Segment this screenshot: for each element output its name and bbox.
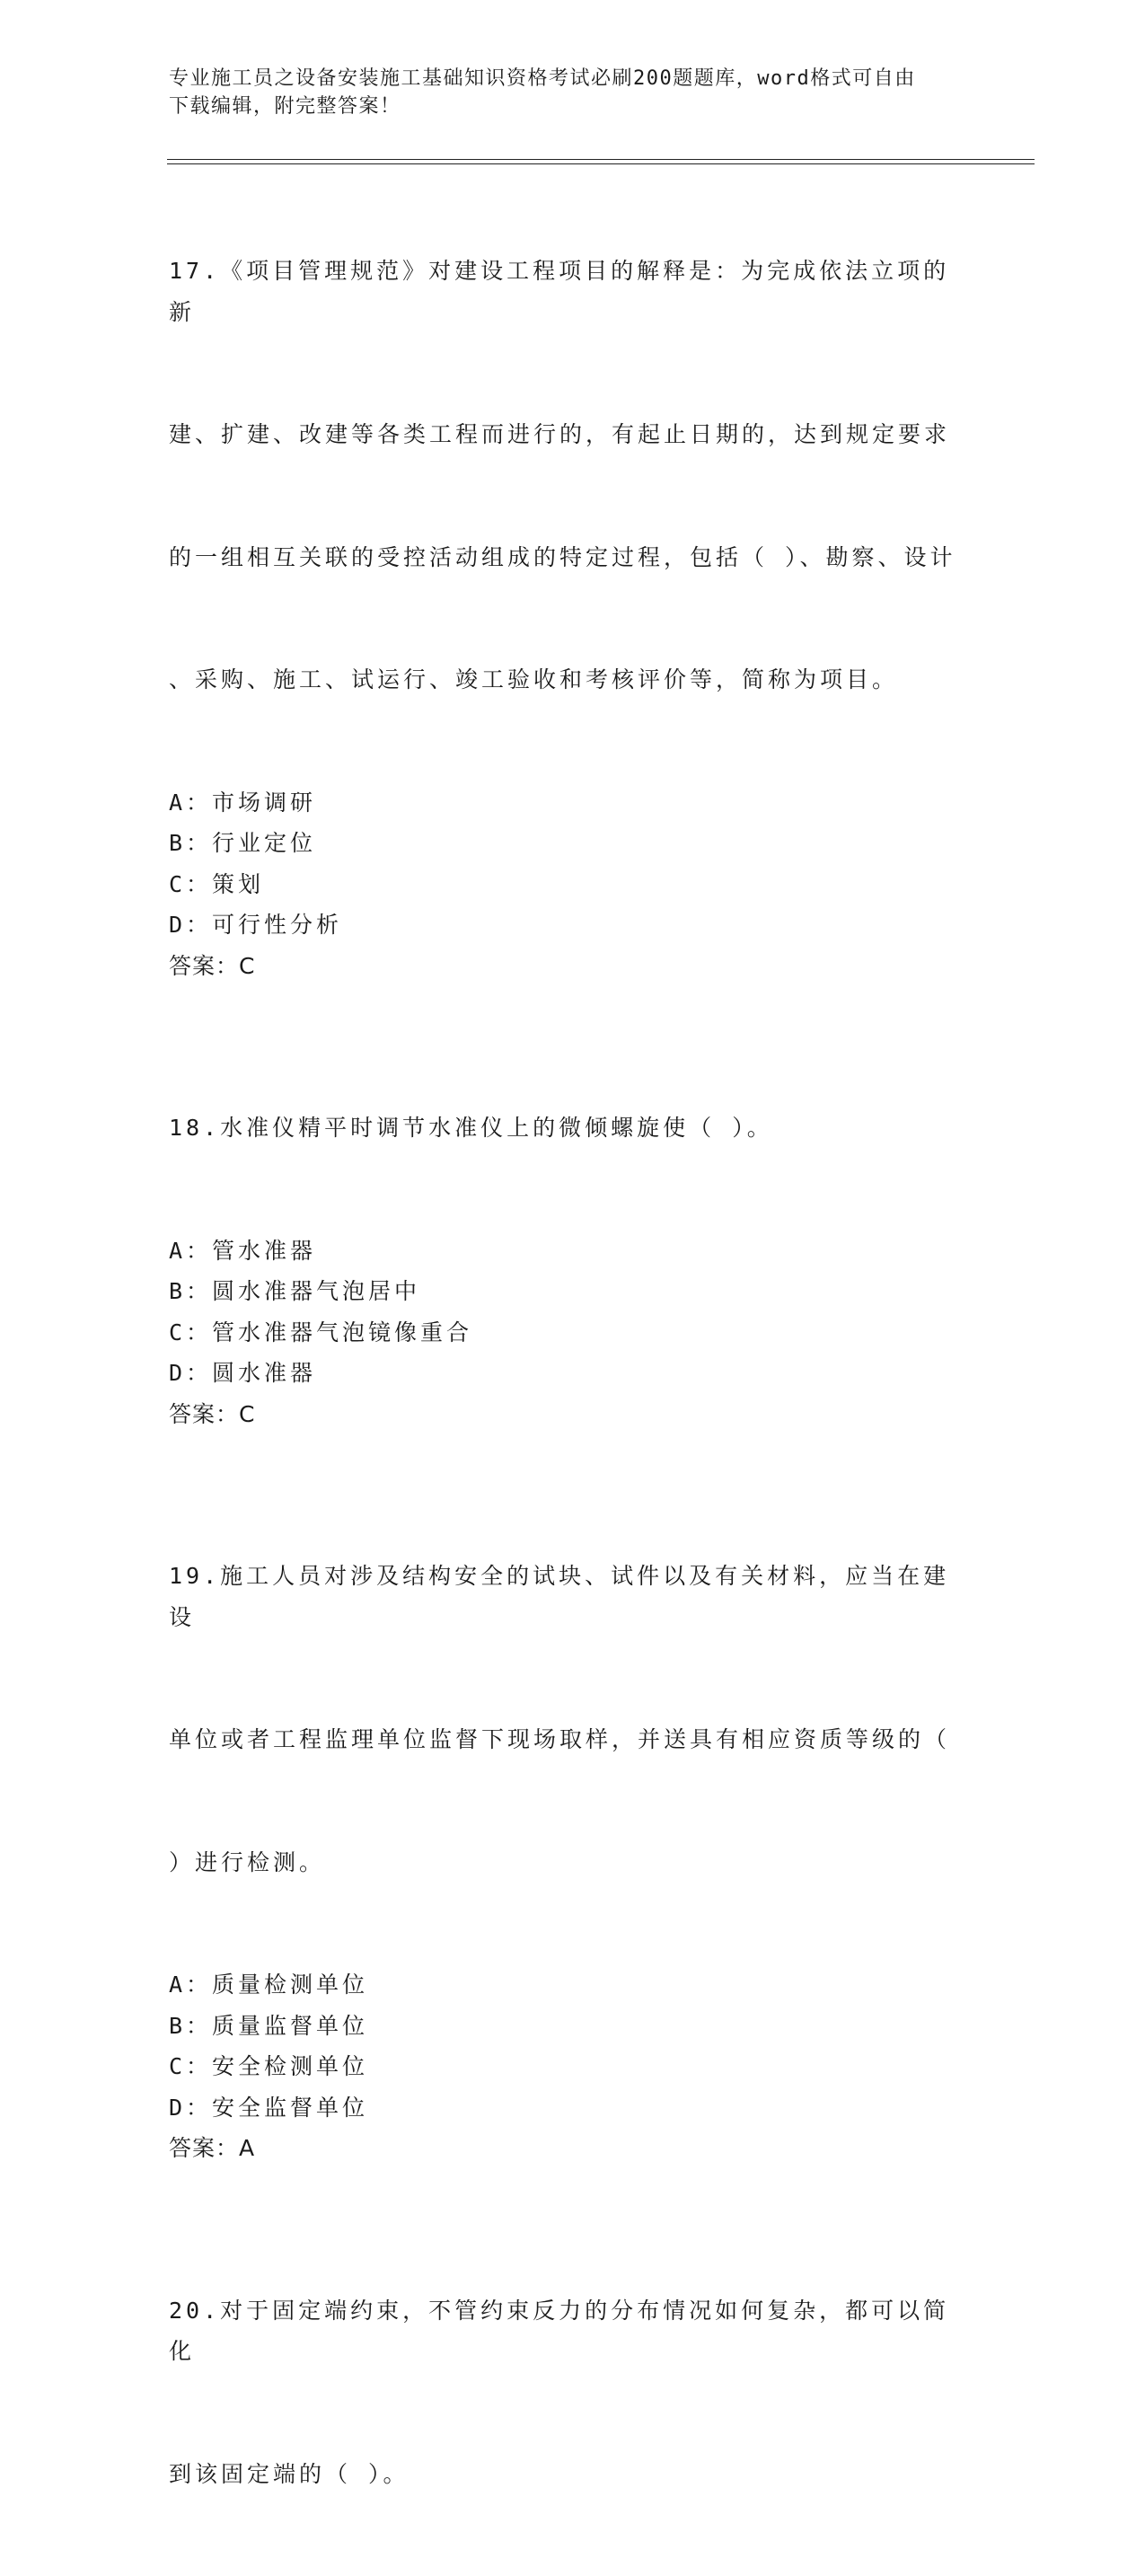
- option-c: C：策划: [169, 864, 959, 905]
- option-list: [169, 782, 959, 946]
- option-c: C：管水准器气泡镜像重合: [169, 1312, 959, 1354]
- answer: 答案：C: [169, 1394, 959, 1435]
- header-line-2: 下载编辑，附完整答案！: [169, 93, 959, 120]
- option-b: B：行业定位: [169, 823, 959, 864]
- option-list: [169, 1964, 959, 2128]
- header-line-1: 专业施工员之设备安装施工基础知识资格考试必刷200题题库，word格式可自由: [169, 65, 959, 93]
- option-a: A：质量检测单位: [169, 1964, 959, 2006]
- question-20: [169, 2209, 959, 2576]
- question-line: 18.水准仪精平时调节水准仪上的微倾螺旋使（ ）。: [169, 1107, 959, 1149]
- option-d: D：可行性分析: [169, 904, 959, 946]
- question-list: [169, 169, 959, 2576]
- document-header: [169, 65, 959, 120]
- question-18: [169, 1026, 959, 1434]
- option-a: A：管水准器: [169, 1231, 959, 1272]
- question-text: [169, 1474, 959, 1964]
- question-17: [169, 169, 959, 986]
- option-c: C：安全检测单位: [169, 2046, 959, 2087]
- answer: 答案：A: [169, 2128, 959, 2169]
- question-line: 19.施工人员对涉及结构安全的试块、试件以及有关材料，应当在建设: [169, 1556, 959, 1637]
- option-a: A：市场调研: [169, 782, 959, 824]
- question-spacer: [169, 2169, 959, 2209]
- question-19: [169, 1474, 959, 2169]
- question-line: 20.对于固定端约束，不管约束反力的分布情况如何复杂，都可以简化: [169, 2290, 959, 2372]
- question-line: 建、扩建、改建等各类工程而进行的，有起止日期的，达到规定要求: [169, 414, 959, 455]
- question-text: [169, 169, 959, 782]
- option-b: B：圆水准器气泡居中: [169, 1271, 959, 1312]
- question-line: 17.《项目管理规范》对建设工程项目的解释是：为完成依法立项的新: [169, 251, 959, 332]
- question-spacer: [169, 986, 959, 1026]
- option-d: D：圆水准器: [169, 1353, 959, 1394]
- answer: 答案：C: [169, 946, 959, 987]
- question-line: 单位或者工程监理单位监督下现场取样，并送具有相应资质等级的（: [169, 1719, 959, 1760]
- question-line: 、采购、施工、试运行、竣工验收和考核评价等，简称为项目。: [169, 659, 959, 701]
- option-list: [169, 1231, 959, 1394]
- question-text: [169, 2209, 959, 2576]
- question-line: 到该固定端的（ ）。: [169, 2454, 959, 2495]
- option-d: D：安全监督单位: [169, 2087, 959, 2129]
- question-line: ）进行检测。: [169, 1842, 959, 1883]
- question-line: 的一组相互关联的受控活动组成的特定过程，包括（ ）、勘察、设计: [169, 537, 959, 578]
- header-divider-top: [167, 159, 1035, 160]
- header-divider-bottom: [167, 163, 1035, 164]
- question-spacer: [169, 1434, 959, 1474]
- question-text: [169, 1026, 959, 1231]
- option-b: B：质量监督单位: [169, 2006, 959, 2047]
